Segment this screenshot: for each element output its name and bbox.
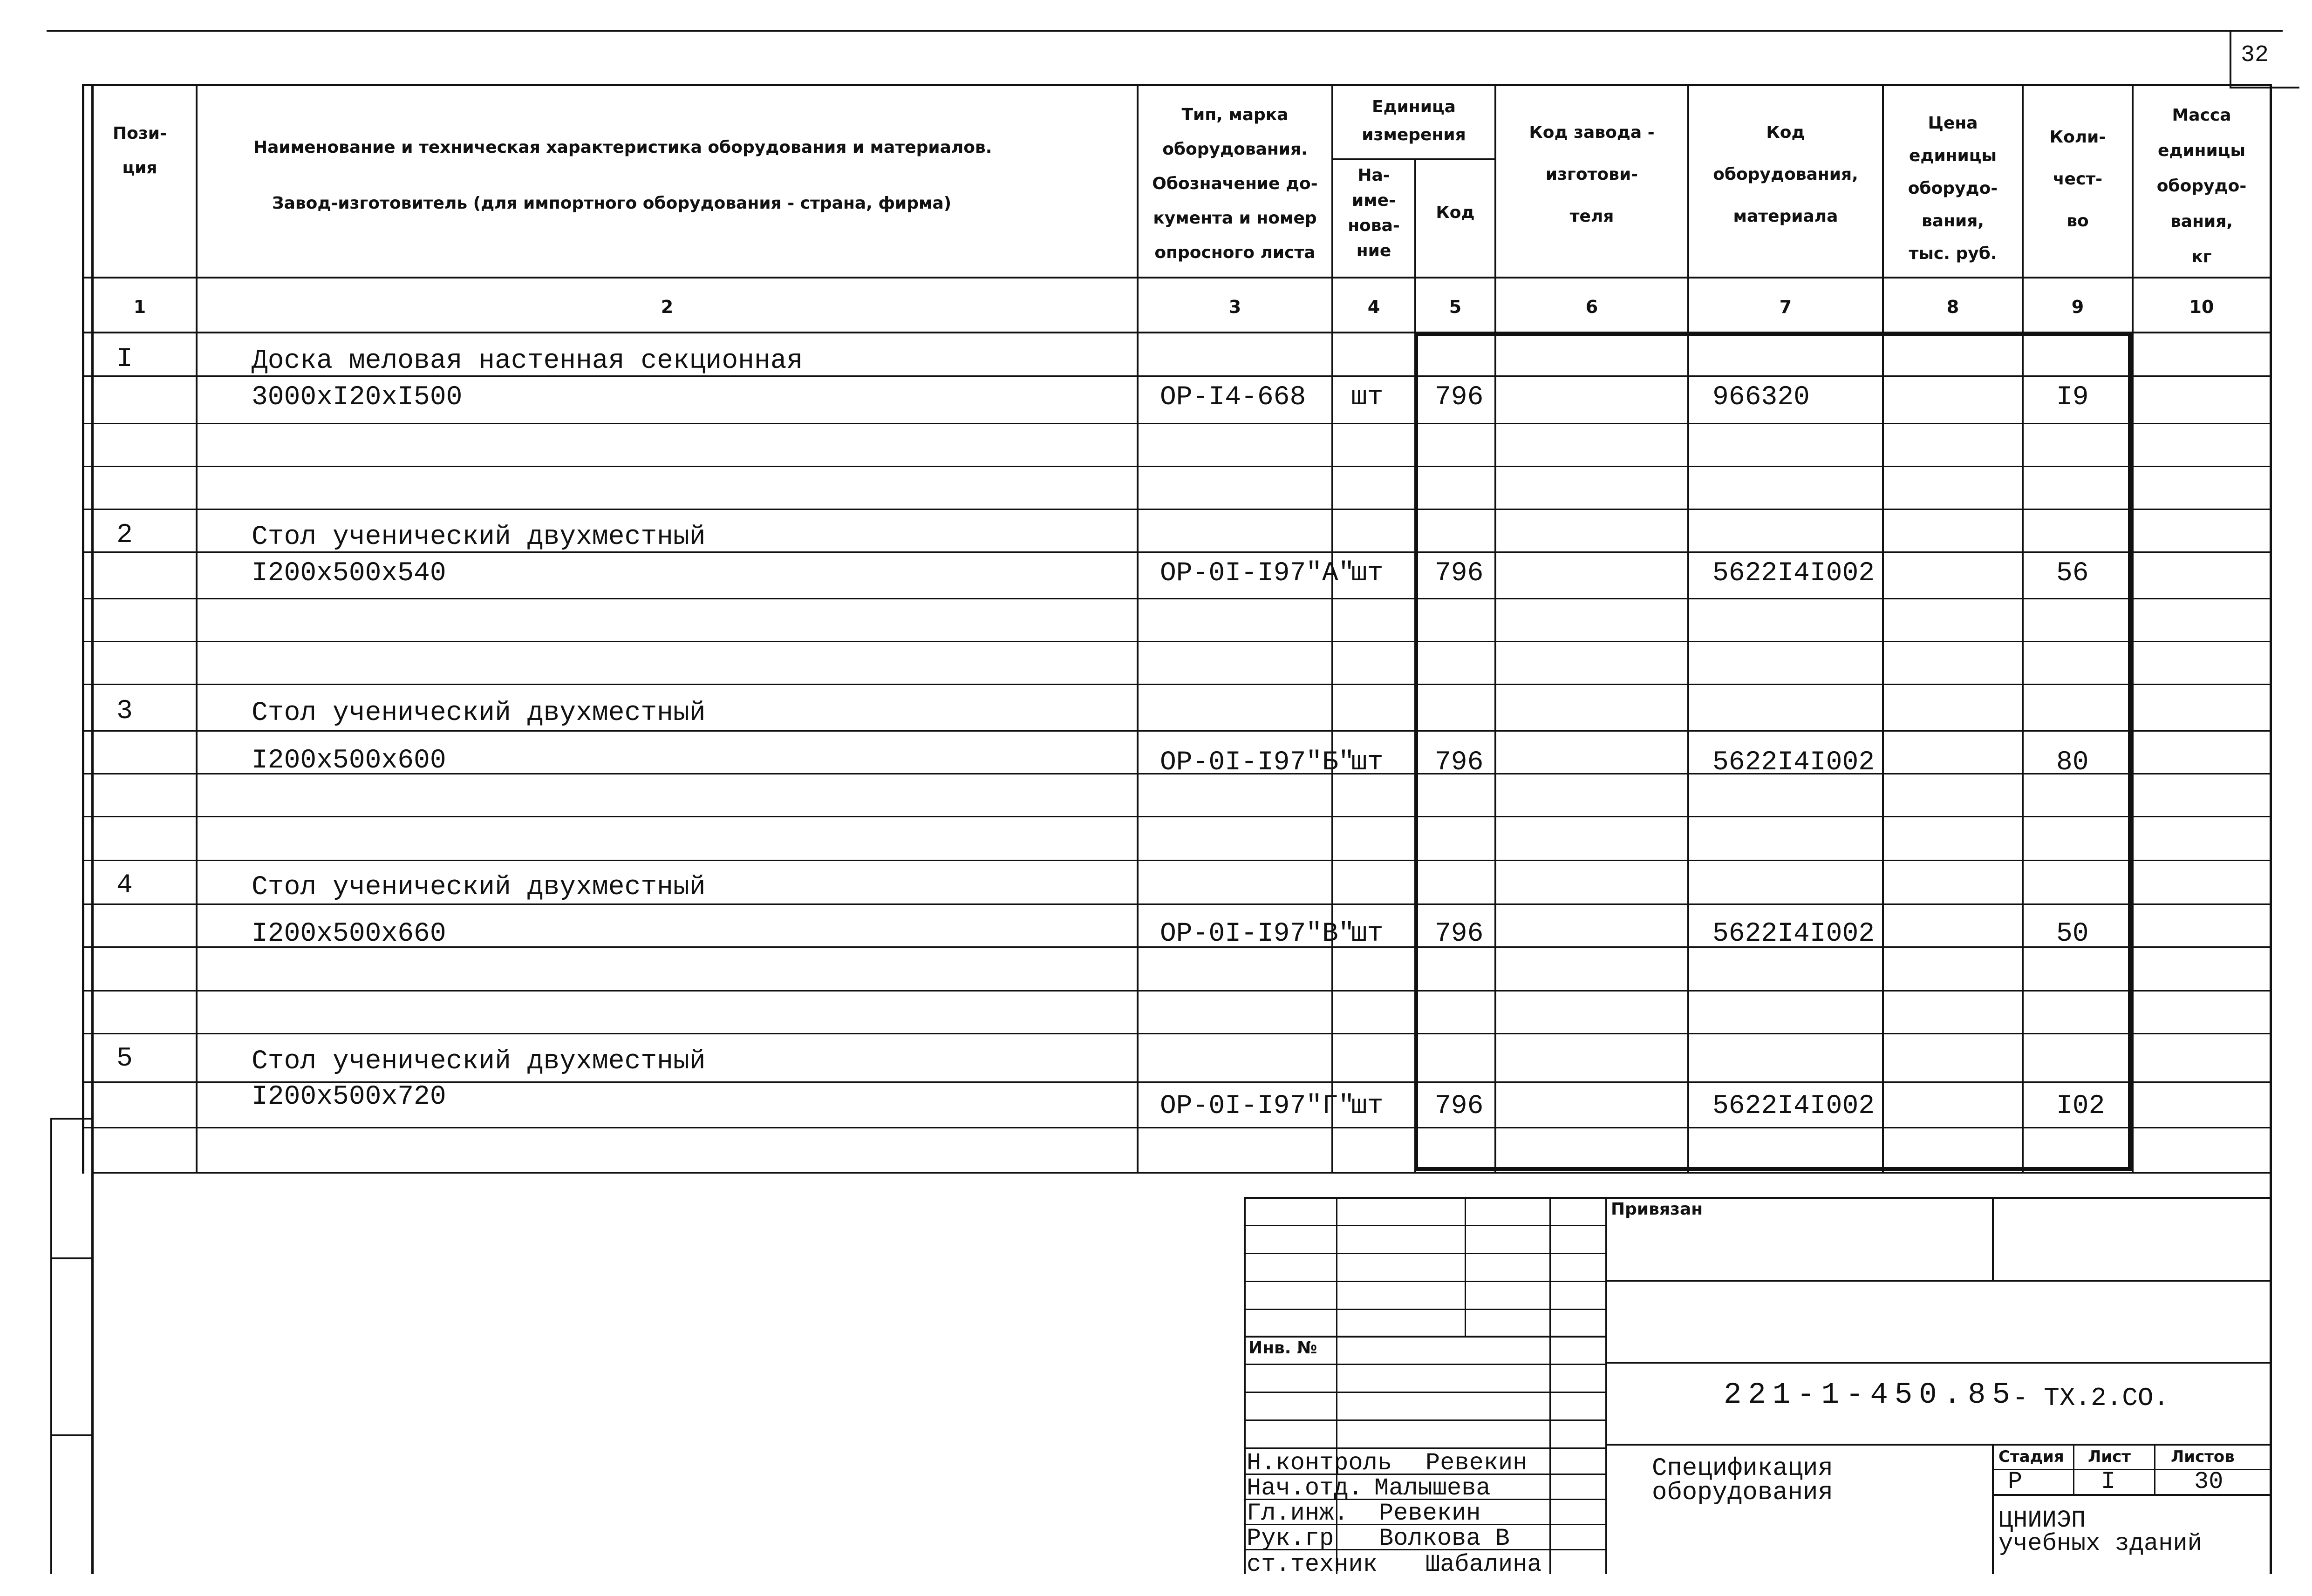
item-unit: шт [1351, 919, 1384, 949]
sheets-value: 30 [2194, 1468, 2223, 1495]
item-position: I [116, 344, 133, 374]
document-title: Спецификация оборудования [1652, 1454, 1833, 1507]
tb-right-line [1992, 1444, 1994, 1574]
item-size: I200x500x600 [252, 746, 446, 776]
item-size: I200x500x540 [252, 558, 446, 589]
item-quantity: 50 [2056, 919, 2089, 949]
item-position: 2 [116, 520, 133, 550]
unit-group-divider [1332, 158, 1495, 160]
table-bottom-border [91, 1172, 2271, 1174]
item-size: I200x500x720 [252, 1082, 446, 1112]
tb-right-line [1605, 1444, 2271, 1446]
tb-right-line [1992, 1469, 2271, 1470]
column-number: 10 [2189, 297, 2214, 317]
tb-grid-line [1336, 1197, 1337, 1337]
item-type: ОР-I4-668 [1160, 382, 1306, 413]
table-right-border [2270, 84, 2272, 1574]
signature-role: Н.контроль [1247, 1449, 1392, 1477]
tb-grid-line [1244, 1419, 1607, 1421]
column-number: 3 [1228, 297, 1241, 317]
tb-grid-line [1549, 1197, 1551, 1337]
privyazan-label: Привязан [1611, 1200, 1703, 1219]
tb-right-line [1605, 1280, 2271, 1282]
tb-grid-line [1244, 1364, 1607, 1365]
header-unit-code: Код [1436, 203, 1475, 222]
item-type: ОР-0I-I97"Г" [1160, 1091, 1355, 1121]
tb-grid-line [1244, 1309, 1607, 1310]
table-left-border [82, 84, 84, 1174]
tb-grid-line [1244, 1336, 1607, 1338]
item-name: Стол ученический двухместный [252, 522, 706, 552]
item-unit: шт [1351, 558, 1384, 589]
top-frame-line [47, 30, 2283, 32]
row-line [82, 990, 2271, 992]
signature-name: Ревекин [1379, 1500, 1481, 1527]
item-quantity: 80 [2056, 747, 2089, 778]
item-type: ОР-0I-I97"А" [1160, 558, 1355, 589]
item-unit: шт [1351, 747, 1384, 778]
sheet-label: Лист [2088, 1447, 2131, 1466]
header-equipment-code: Код оборудования, материала [1713, 123, 1858, 226]
item-name: Стол ученический двухместный [252, 698, 706, 728]
signature-name: Шабалина [1425, 1551, 1542, 1574]
row-line [82, 466, 2271, 467]
column-number: 4 [1367, 297, 1380, 317]
sheets-label: Листов [2171, 1447, 2235, 1466]
tb-grid-line [1244, 1281, 1607, 1282]
header-price: Цена единицы оборудо- вания, тыс. руб. [1908, 114, 1998, 263]
item-unit-code: 796 [1435, 919, 1484, 949]
row-line [82, 509, 2271, 510]
header-type: Тип, марка оборудования. Обозначение до- кумента и номер опросного листа [1152, 105, 1318, 262]
signature-name: Волкова В [1379, 1525, 1510, 1552]
item-equipment-code: 5622I4I002 [1712, 558, 1875, 589]
header-position: Пози- ция [113, 124, 167, 177]
item-name: Стол ученический двухместный [252, 1046, 706, 1077]
document-code-suffix: - ТХ.2.СО. [2012, 1383, 2169, 1413]
signature-role: Рук.гр [1247, 1525, 1334, 1552]
item-unit-code: 796 [1435, 382, 1484, 413]
binding-strip-divider-1 [50, 1257, 92, 1259]
sheet-number-box-left [2230, 30, 2231, 88]
item-equipment-code: 5622I4I002 [1712, 1091, 1875, 1121]
tb-grid-line [1244, 1392, 1607, 1393]
header-name-line2: Завод-изготовитель (для импортного оборудования - страна, фирма) [272, 194, 952, 213]
header-factory-code: Код завода - изготови- теля [1529, 123, 1655, 226]
item-size: 3000xI20xI500 [252, 382, 463, 413]
tb-right-line [1992, 1197, 1994, 1281]
item-unit-code: 796 [1435, 1091, 1484, 1121]
tb-grid-line [1244, 1225, 1607, 1226]
row-line [82, 816, 2271, 817]
item-unit-code: 796 [1435, 747, 1484, 778]
table-top-border [82, 84, 2271, 86]
item-position: 5 [116, 1044, 133, 1074]
document-code: 221-1-450.85 [1724, 1379, 2017, 1412]
header-quantity: Коли- чест- во [2049, 128, 2106, 231]
tb-right-line [1992, 1494, 2271, 1496]
item-quantity: I9 [2056, 382, 2089, 413]
sheet-value: I [2101, 1468, 2116, 1495]
row-line [82, 641, 2271, 642]
signature-name: Малышева [1374, 1474, 1491, 1502]
item-unit-code: 796 [1435, 558, 1484, 589]
binding-strip-top [50, 1118, 92, 1120]
binding-strip-divider-2 [50, 1434, 92, 1436]
item-equipment-code: 5622I4I002 [1712, 747, 1875, 778]
header-bottom-border [82, 277, 2271, 278]
inventory-number-label: Инв. № [1248, 1338, 1317, 1358]
row-line [82, 1033, 2271, 1034]
header-name-line1: Наименование и техническая характеристика оборудования и материалов. [253, 138, 992, 157]
item-name: Стол ученический двухместный [252, 872, 706, 903]
signature-name: Ревекин [1425, 1449, 1528, 1477]
item-quantity: I02 [2056, 1091, 2105, 1121]
tb-grid-line [1465, 1197, 1466, 1337]
item-position: 4 [116, 870, 133, 901]
title-block-top [1244, 1197, 2271, 1199]
column-number: 8 [1946, 297, 1959, 317]
signature-role: ст.техник [1247, 1551, 1378, 1574]
header-unit-group: Единица измерения [1362, 97, 1466, 144]
column-number: 9 [2071, 297, 2084, 317]
item-unit: шт [1351, 382, 1384, 413]
signature-role: Нач.отд. [1247, 1474, 1363, 1502]
column-number: 7 [1779, 297, 1792, 317]
item-unit: шт [1351, 1091, 1384, 1121]
row-line [82, 598, 2271, 599]
item-equipment-code: 5622I4I002 [1712, 919, 1875, 949]
item-quantity: 56 [2056, 558, 2089, 589]
item-type: ОР-0I-I97"Б" [1160, 747, 1355, 778]
tb-right-line [1605, 1362, 2271, 1364]
item-name: Доска меловая настенная секционная [252, 346, 803, 376]
row-line [82, 1127, 2271, 1128]
organization-name: ЦНИИЭП учебных зданий [1998, 1507, 2202, 1557]
header-mass: Масса единицы оборудо- вания, кг [2156, 106, 2247, 266]
binding-strip-line [50, 1118, 52, 1574]
stage-value: Р [2008, 1468, 2023, 1495]
sheet-number: 32 [2241, 42, 2269, 68]
row-line [82, 860, 2271, 861]
sheet-number-box-bottom [2230, 87, 2299, 88]
row-line [82, 684, 2271, 685]
stage-label: Стадия [1998, 1447, 2064, 1466]
header-unit-name: На- име- нова- ние [1348, 166, 1400, 260]
col-line-1 [196, 84, 198, 1174]
signature-role: Гл.инж. [1247, 1500, 1349, 1527]
column-number: 5 [1449, 297, 1462, 317]
item-type: ОР-0I-I97"В" [1160, 919, 1355, 949]
item-position: 3 [116, 696, 133, 727]
item-size: I200x500x660 [252, 919, 446, 949]
tb-grid-line [1549, 1337, 1551, 1574]
column-number: 6 [1585, 297, 1598, 317]
tb-grid-line [1244, 1447, 1607, 1449]
item-equipment-code: 966320 [1712, 382, 1810, 413]
tb-grid-line [1244, 1253, 1607, 1254]
column-number: 2 [661, 297, 674, 317]
row-line [82, 423, 2271, 424]
column-number: 1 [133, 297, 146, 317]
